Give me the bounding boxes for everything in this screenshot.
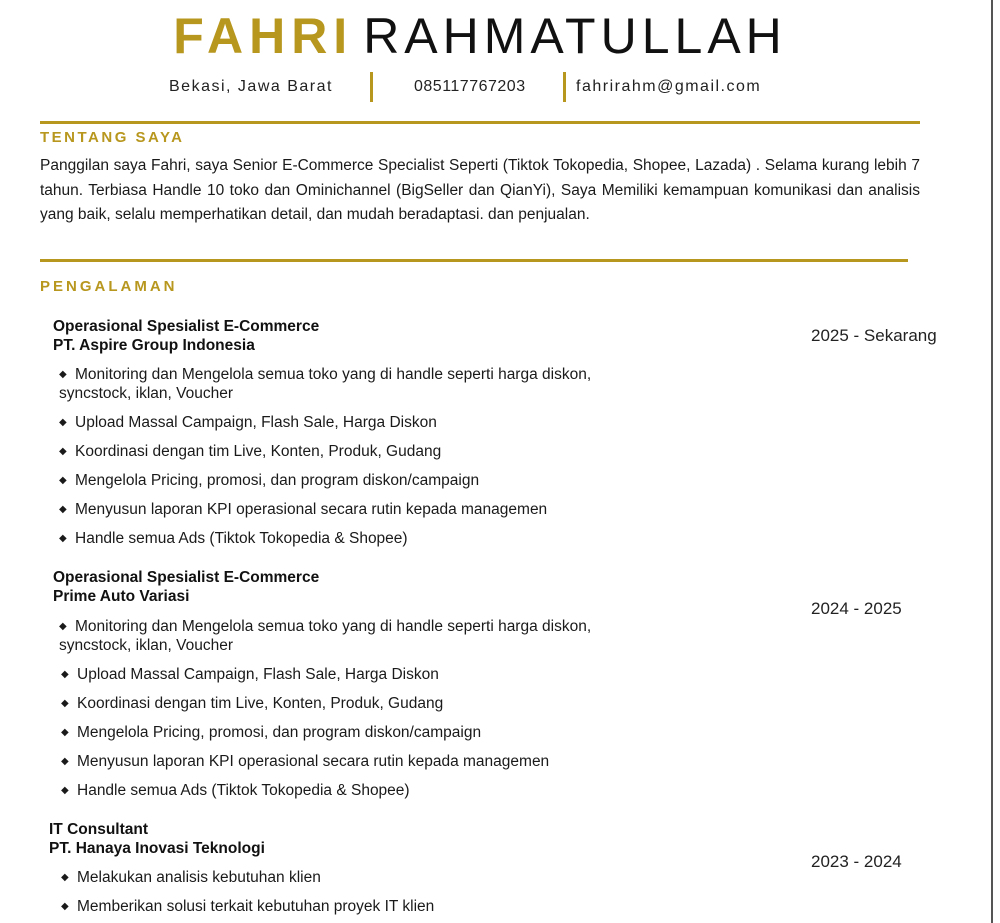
- bullet-icon: ◆: [59, 369, 67, 380]
- bullet-icon: ◆: [59, 621, 67, 632]
- job-role: Operasional Spesialist E-Commerce: [53, 318, 320, 335]
- bullet-icon: ◆: [61, 872, 69, 883]
- section-rule: [40, 259, 908, 262]
- list-item-continuation: syncstock, iklan, Voucher: [59, 385, 234, 402]
- about-paragraph: Panggilan saya Fahri, saya Senior E-Commerce Specialist Seperti (Tiktok Tokopedia, Shopee, Lazada) . Selama kurang lebih 7 tahun. Terbiasa Handle 10 toko dan Ominichannel (BigSeller dan QianYi), Saya Memiliki kemampuan komunikasi dan analisis yang baik, selalu memperhatikan detail, dan mudah beradaptasi. dan penjualan.: [40, 157, 920, 223]
- list-item: ◆ Memberikan solusi terkait kebutuhan proyek IT klien: [61, 898, 435, 915]
- page-edge-line: [991, 0, 993, 923]
- bullet-icon: ◆: [61, 669, 69, 680]
- list-item: ◆ Koordinasi dengan tim Live, Konten, Produk, Gudang: [61, 695, 444, 712]
- list-item: ◆ Handle semua Ads (Tiktok Tokopedia & Shopee): [59, 530, 408, 547]
- list-item: ◆ Monitoring dan Mengelola semua toko yang di handle seperti harga diskon,: [59, 618, 592, 635]
- list-item: ◆ Monitoring dan Mengelola semua toko yang di handle seperti harga diskon,: [59, 366, 592, 383]
- list-item: ◆ Melakukan analisis kebutuhan klien: [61, 869, 321, 886]
- bullet-icon: ◆: [61, 727, 69, 738]
- job-company: PT. Aspire Group Indonesia: [53, 337, 255, 354]
- job-role: Operasional Spesialist E-Commerce: [53, 569, 320, 586]
- bullet-icon: ◆: [59, 533, 67, 544]
- list-item-continuation: syncstock, iklan, Voucher: [59, 637, 234, 654]
- experience-heading: PENGALAMAN: [40, 278, 178, 295]
- bullet-icon: ◆: [61, 698, 69, 709]
- first-name: FAHRI: [173, 8, 354, 64]
- job-company: Prime Auto Variasi: [53, 588, 190, 605]
- list-item: ◆ Mengelola Pricing, promosi, dan program diskon/campaign: [59, 472, 480, 489]
- list-item: ◆ Upload Massal Campaign, Flash Sale, Harga Diskon: [59, 414, 437, 431]
- contact-separator: [370, 72, 373, 102]
- list-item: ◆ Menyusun laporan KPI operasional secara rutin kepada managemen: [61, 753, 550, 770]
- last-name: RAHMATULLAH: [363, 8, 787, 64]
- bullet-icon: ◆: [59, 475, 67, 486]
- contact-separator: [563, 72, 566, 102]
- bullet-icon: ◆: [59, 446, 67, 457]
- job-period: 2024 - 2025: [811, 599, 902, 618]
- bullet-icon: ◆: [59, 417, 67, 428]
- list-item: ◆ Koordinasi dengan tim Live, Konten, Produk, Gudang: [59, 443, 442, 460]
- list-item: ◆ Mengelola Pricing, promosi, dan program diskon/campaign: [61, 724, 482, 741]
- bullet-icon: ◆: [61, 756, 69, 767]
- location-text: Bekasi, Jawa Barat: [169, 78, 333, 95]
- job-period: 2023 - 2024: [811, 852, 902, 871]
- full-name: [0, 6, 960, 66]
- bullet-icon: ◆: [61, 785, 69, 796]
- bullet-icon: ◆: [59, 504, 67, 515]
- bullet-icon: ◆: [61, 901, 69, 912]
- section-rule: [40, 121, 920, 124]
- job-period: 2025 - Sekarang: [811, 326, 937, 345]
- job-role: IT Consultant: [49, 821, 149, 838]
- list-item: ◆ Menyusun laporan KPI operasional secara rutin kepada managemen: [59, 501, 548, 518]
- phone-text: 085117767203: [414, 78, 526, 95]
- email-text: fahrirahm@gmail.com: [576, 78, 762, 95]
- list-item: ◆ Handle semua Ads (Tiktok Tokopedia & Shopee): [61, 782, 410, 799]
- job-company: PT. Hanaya Inovasi Teknologi: [49, 840, 265, 857]
- list-item: ◆ Upload Massal Campaign, Flash Sale, Harga Diskon: [61, 666, 439, 683]
- about-heading: TENTANG SAYA: [40, 129, 185, 146]
- contact-row: [0, 72, 1000, 104]
